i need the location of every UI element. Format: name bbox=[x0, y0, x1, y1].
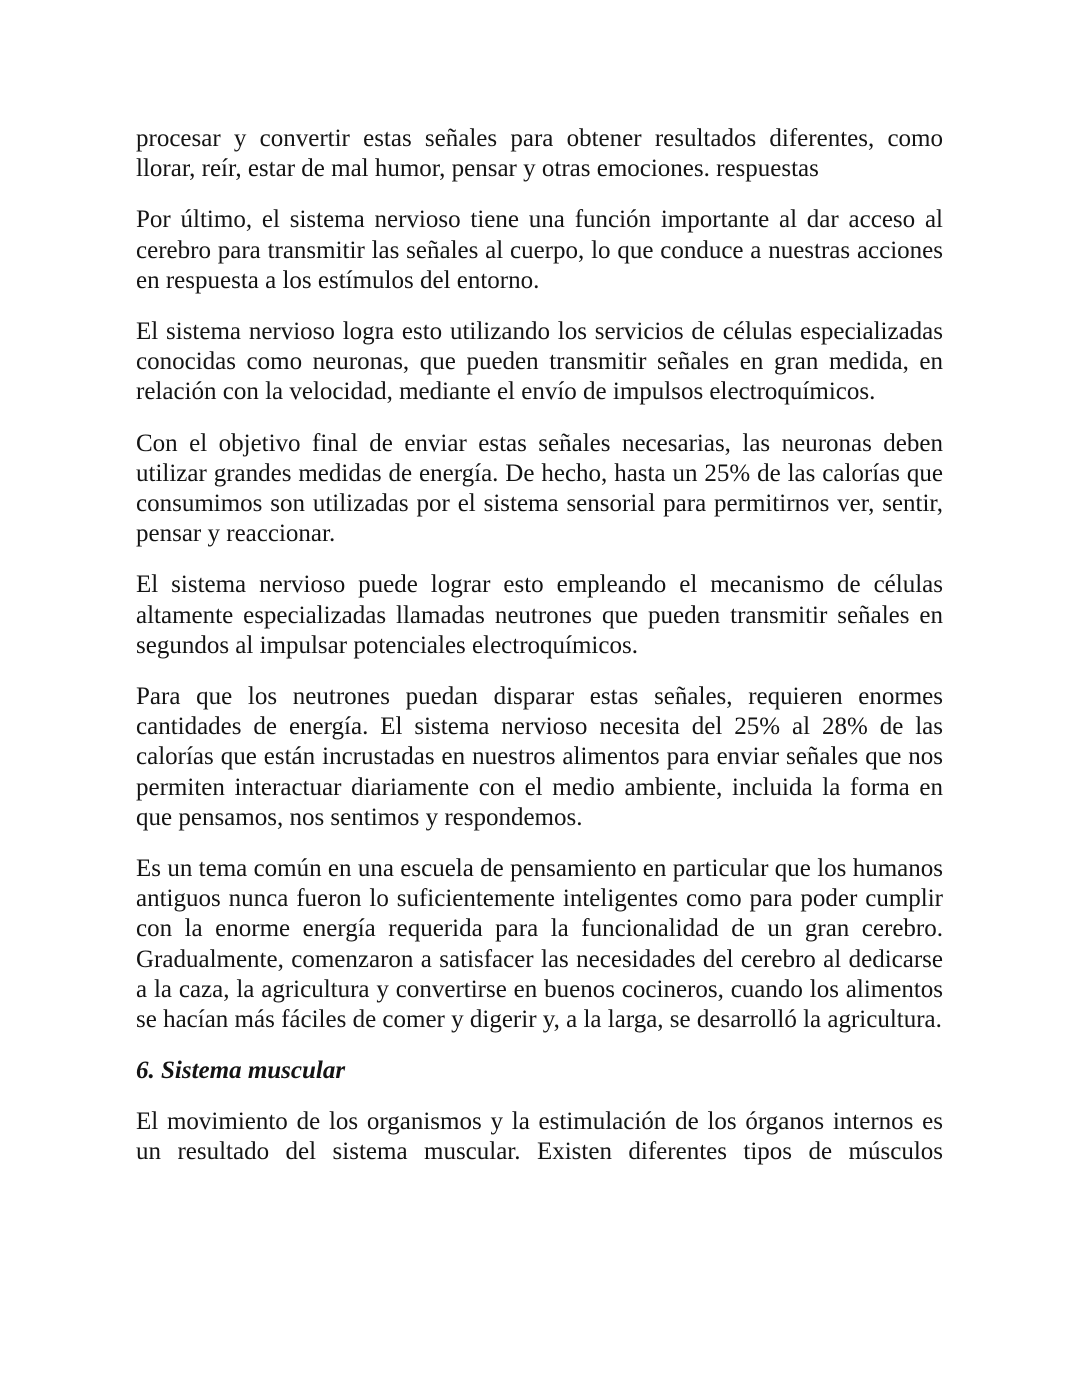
section-heading: 6. Sistema muscular bbox=[136, 1057, 346, 1085]
paragraph-3: El sistema nervioso logra esto utilizando los servicios de células especializadas conocidas como neuronas, que pueden transmitir señales en gran medida, en relación con la velocidad, mediante el envío de impulsos electroquímicos. bbox=[136, 318, 943, 406]
document-page bbox=[136, 124, 943, 1189]
paragraph-4: Con el objetivo final de enviar estas señales necesarias, las neuronas deben utilizar grandes medidas de energía. De hecho, hasta un 25% de las calorías que consumimos son utilizadas por el sistema sensorial para permitirnos ver, sentir, pensar y reaccionar. bbox=[136, 429, 943, 548]
paragraph-6: Para que los neutrones puedan disparar estas señales, requieren enormes cantidades de energía. El sistema nervioso necesita del 25% al 28% de las calorías que están incrustadas en nuestros alimentos para enviar señales que nos permiten interactuar diariamente con el medio ambiente, incluida la forma en que pensamos, nos sentimos y respondemos. bbox=[136, 683, 943, 831]
paragraph-7: Es un tema común en una escuela de pensamiento en particular que los humanos antiguos nunca fueron lo suficientemente inteligentes como para poder cumplir con la enorme energía requerida para la funcionalidad de un gran cerebro. Gradualmente, comenzaron a satisfacer las necesidades del cerebro al dedicarse a la caza, la agricultura y convertirse en buenos cocineros, cuando los alimentos se hacían más fáciles de comer y digerir y, a la larga, se desarrolló la agricultura. bbox=[136, 855, 943, 1034]
section-paragraph: El movimiento de los organismos y la estimulación de los órganos internos es un resultado del sistema muscular. Existen diferentes tipos de músculos bbox=[136, 1108, 943, 1166]
paragraph-1: procesar y convertir estas señales para obtener resultados diferentes, como llorar, reír, estar de mal humor, pensar y otras emociones. respuestas bbox=[136, 125, 943, 183]
paragraph-2: Por último, el sistema nervioso tiene una función importante al dar acceso al cerebro para transmitir las señales al cuerpo, lo que conduce a nuestras acciones en respuesta a los estímulos del entorno. bbox=[136, 206, 943, 294]
paragraph-5: El sistema nervioso puede lograr esto empleando el mecanismo de células altamente especializadas llamadas neutrones que pueden transmitir señales en segundos al impulsar potenciales electroquímicos. bbox=[136, 571, 943, 659]
